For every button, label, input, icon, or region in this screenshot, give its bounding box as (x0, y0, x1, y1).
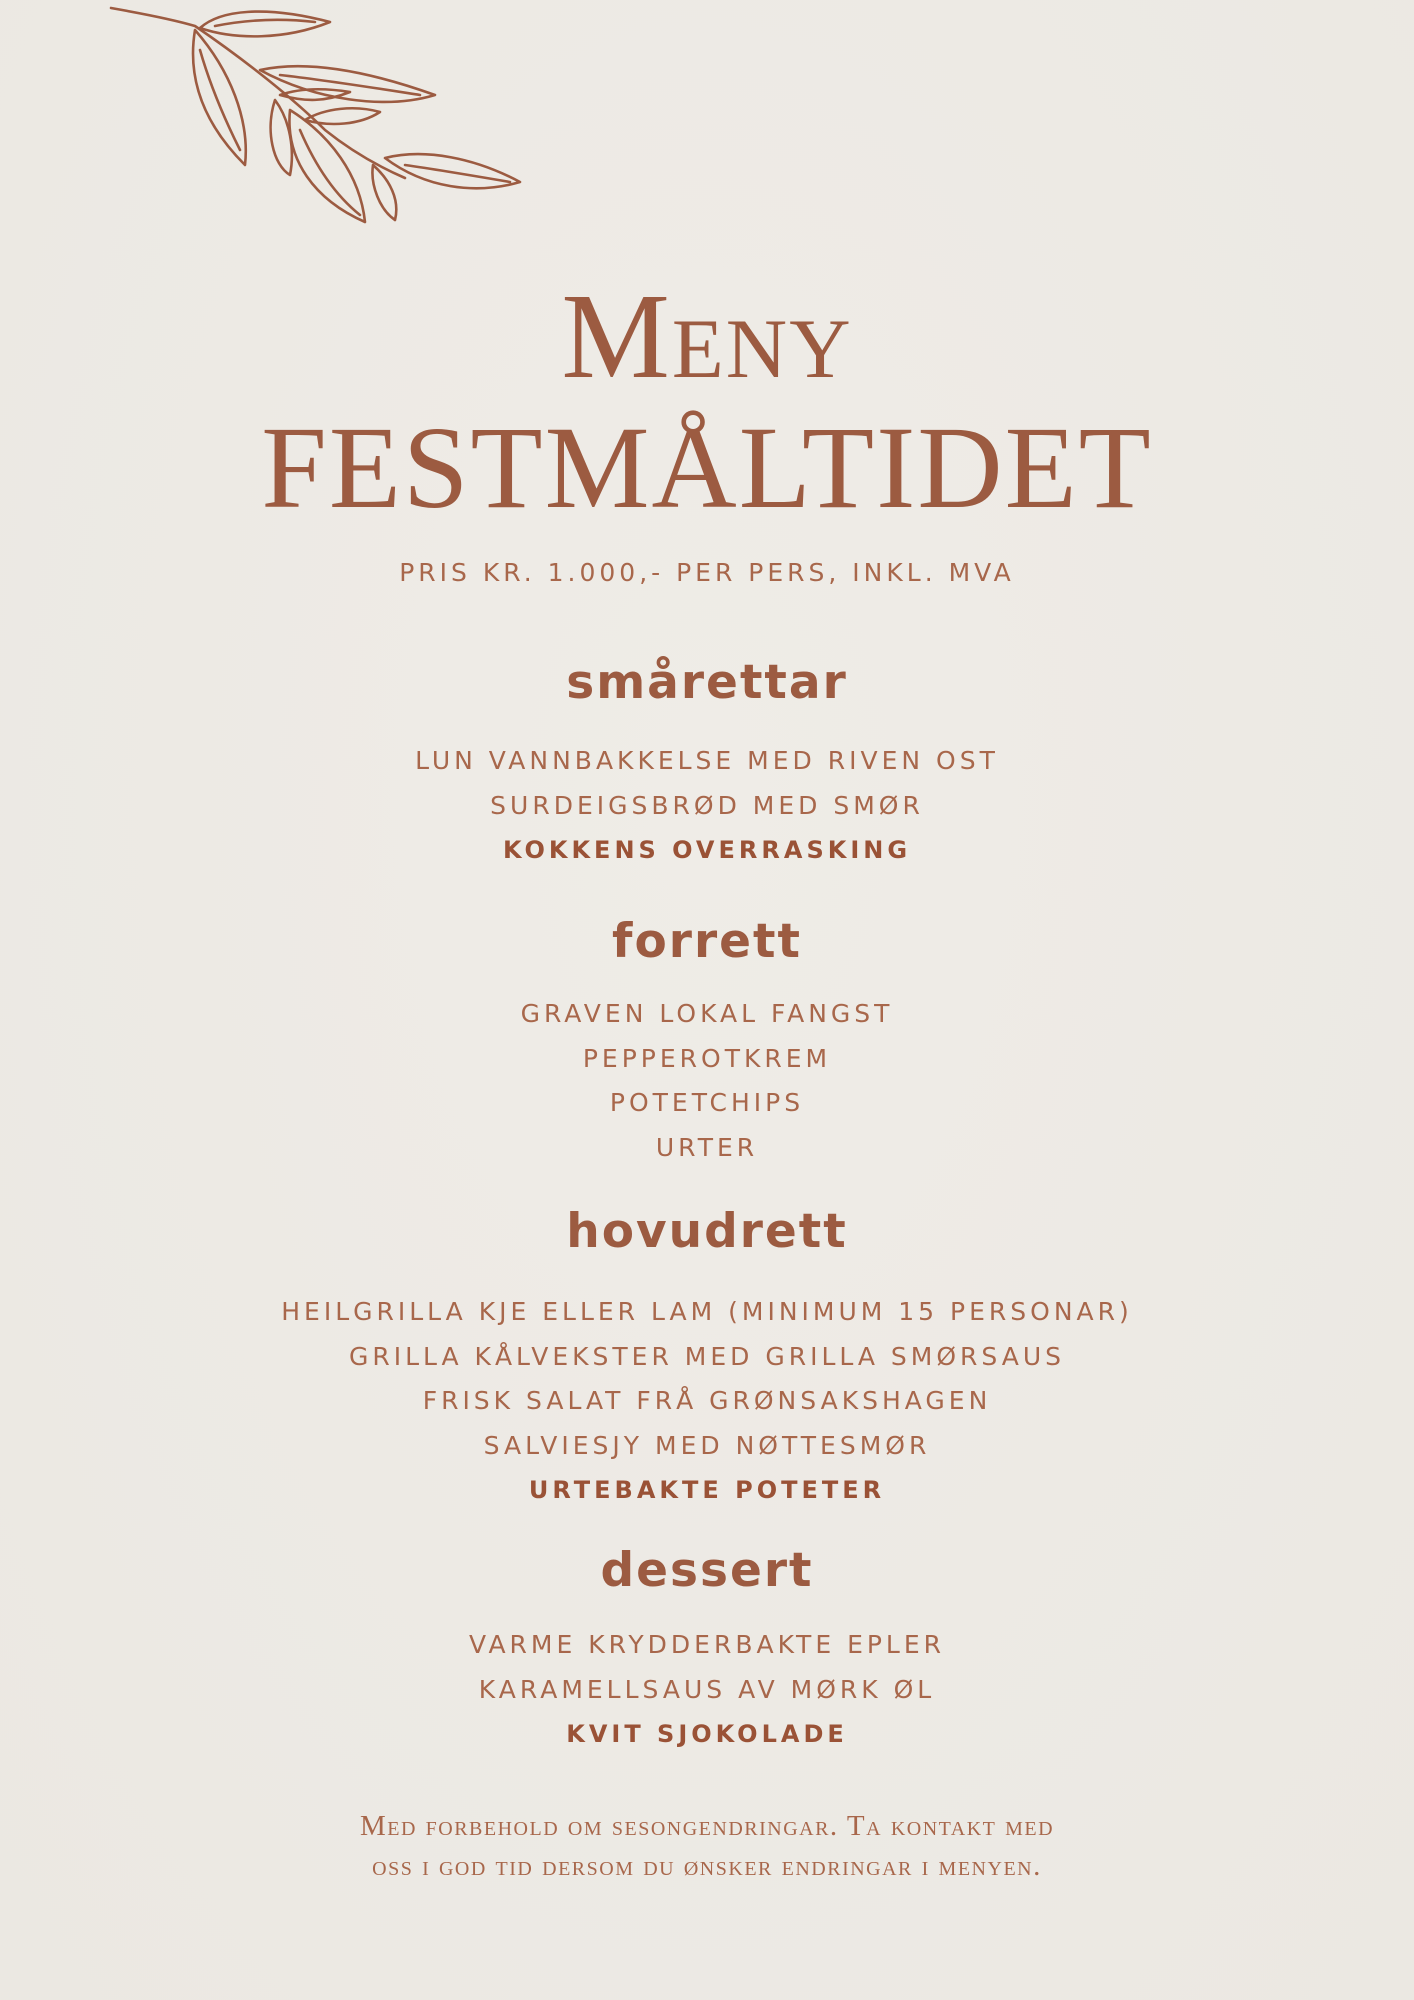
footer-line: oss i god tid dersom du ønsker endringar i menyen. (372, 1850, 1042, 1882)
item-list (0, 992, 1414, 1170)
menu-item: SALVIESJY MED NØTTESMØR (483, 1430, 931, 1460)
menu-item: SURDEIGSBRØD MED SMØR (490, 790, 924, 820)
menu-item: PEPPEROTKREM (582, 1043, 832, 1073)
menu-item: KOKKENS OVERRASKING (502, 836, 912, 864)
menu-item: POTETCHIPS (609, 1088, 805, 1117)
section-heading: hovudrett (566, 1204, 848, 1259)
menu-item: URTEBAKTE POTETER (528, 1476, 886, 1504)
section-forrett (0, 912, 1414, 1170)
menu-item: KVIT SJOKOLADE (566, 1720, 848, 1748)
menu-item: FRISK SALAT FRÅ GRØNSAKSHAGEN (422, 1386, 992, 1415)
footer-note (0, 1806, 1414, 1886)
footer-line: Med forbehold om sesongendringar. Ta kontakt med (359, 1810, 1055, 1842)
item-list (0, 739, 1414, 873)
section-heading: dessert (600, 1543, 814, 1598)
menu-item: HEILGRILLA KJE ELLER LAM (MINIMUM 15 PERSONAR) (281, 1297, 1133, 1326)
section-hovudrett (0, 1202, 1414, 1513)
menu-item: URTER (655, 1132, 759, 1162)
section-heading: forrett (612, 914, 802, 969)
item-list (0, 1290, 1414, 1513)
price-note: PRIS KR. 1.000,- PER PERS, INKL. MVA (399, 558, 1015, 587)
menu-item: VARME KRYDDERBAKTE EPLER (468, 1630, 946, 1659)
leaf-branch-icon (105, 0, 535, 235)
menu-item: KARAMELLSAUS AV MØRK ØL (478, 1674, 936, 1704)
menu-item: GRILLA KÅLVEKSTER MED GRILLA SMØRSAUS (348, 1341, 1066, 1371)
section-smarettar (0, 653, 1414, 873)
section-heading: smårettar (566, 655, 848, 710)
section-dessert (0, 1541, 1414, 1757)
menu-title: Meny (561, 269, 853, 404)
menu-item: LUN VANNBAKKELSE MED RIVEN OST (415, 746, 999, 775)
menu-item: GRAVEN LOKAL FANGST (520, 999, 894, 1028)
menu-subtitle-title: FESTMÅLTIDET (261, 402, 1153, 533)
item-list (0, 1623, 1414, 1757)
